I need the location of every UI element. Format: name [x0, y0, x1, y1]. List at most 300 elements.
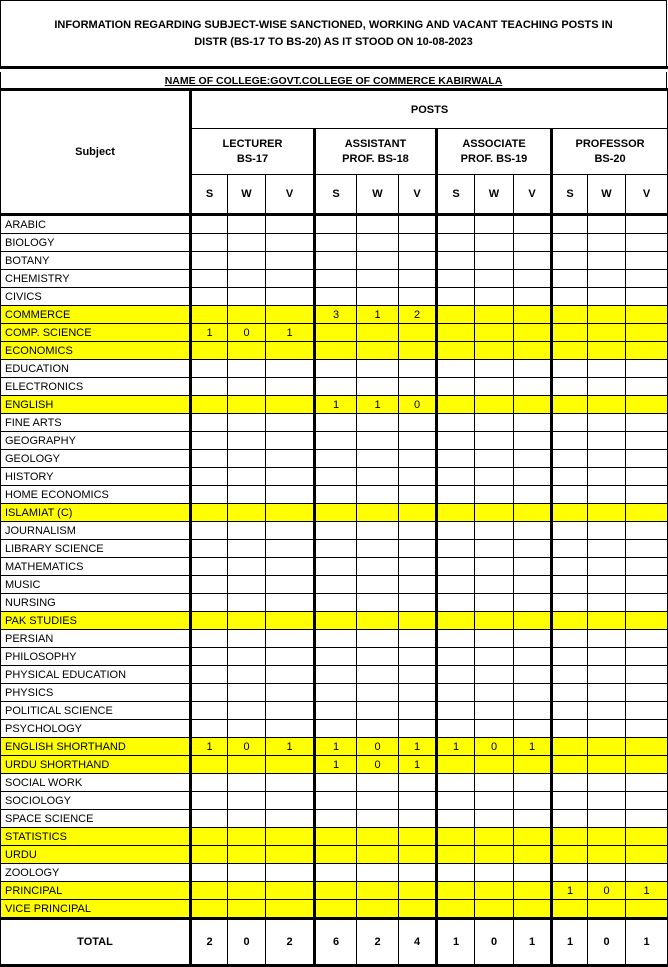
total-cell: 6 [315, 919, 357, 966]
value-cell: 0 [588, 882, 626, 900]
value-cell [514, 450, 552, 468]
subject-cell: COMP. SCIENCE [1, 324, 191, 342]
value-cell [266, 360, 315, 378]
value-cell [588, 504, 626, 522]
value-cell [588, 378, 626, 396]
value-cell [399, 270, 437, 288]
value-cell [514, 666, 552, 684]
group-header-line1: ASSISTANT [344, 137, 407, 150]
value-cell [228, 864, 266, 882]
value-cell [315, 504, 357, 522]
value-cell [475, 648, 514, 666]
value-cell [437, 792, 475, 810]
value-cell [437, 270, 475, 288]
sub-header: V [266, 175, 315, 215]
value-cell [399, 288, 437, 306]
value-cell [228, 486, 266, 504]
value-cell [514, 702, 552, 720]
value-cell [357, 234, 399, 252]
value-cell [315, 702, 357, 720]
subject-cell: COMMERCE [1, 306, 191, 324]
value-cell [357, 576, 399, 594]
value-cell [514, 288, 552, 306]
value-cell: 0 [399, 396, 437, 414]
total-cell: 2 [266, 919, 315, 966]
value-cell [588, 684, 626, 702]
value-cell: 1 [357, 306, 399, 324]
value-cell [626, 540, 668, 558]
value-cell [437, 684, 475, 702]
value-cell [357, 468, 399, 486]
value-cell [315, 252, 357, 270]
value-cell [399, 414, 437, 432]
value-cell [266, 756, 315, 774]
value-cell [228, 792, 266, 810]
value-cell [191, 648, 228, 666]
value-cell: 1 [191, 324, 228, 342]
value-cell [626, 684, 668, 702]
value-cell [552, 720, 588, 738]
subject-cell: PHYSICAL EDUCATION [1, 666, 191, 684]
value-cell [228, 648, 266, 666]
value-cell [357, 324, 399, 342]
value-cell [514, 486, 552, 504]
value-cell [437, 882, 475, 900]
value-cell [357, 702, 399, 720]
value-cell [588, 900, 626, 919]
value-cell [626, 720, 668, 738]
value-cell [315, 576, 357, 594]
table-row [1, 558, 668, 576]
value-cell [475, 810, 514, 828]
value-cell [552, 828, 588, 846]
value-cell [399, 612, 437, 630]
value-cell [228, 288, 266, 306]
value-cell [399, 360, 437, 378]
value-cell [475, 234, 514, 252]
value-cell [475, 432, 514, 450]
value-cell [228, 576, 266, 594]
value-cell [191, 612, 228, 630]
value-cell [228, 450, 266, 468]
table-row [1, 756, 668, 774]
table-row [1, 486, 668, 504]
value-cell [626, 666, 668, 684]
subject-cell: MATHEMATICS [1, 558, 191, 576]
value-cell [626, 215, 668, 234]
value-cell [552, 486, 588, 504]
value-cell [266, 306, 315, 324]
subject-cell: BIOLOGY [1, 234, 191, 252]
value-cell [514, 306, 552, 324]
value-cell [514, 522, 552, 540]
value-cell [552, 810, 588, 828]
value-cell [437, 720, 475, 738]
table-row [1, 702, 668, 720]
value-cell [475, 342, 514, 360]
value-cell [315, 846, 357, 864]
value-cell [191, 270, 228, 288]
value-cell [552, 774, 588, 792]
value-cell [514, 234, 552, 252]
value-cell [357, 684, 399, 702]
value-cell [514, 864, 552, 882]
value-cell [399, 882, 437, 900]
value-cell [626, 702, 668, 720]
value-cell [552, 846, 588, 864]
value-cell [514, 774, 552, 792]
value-cell [399, 846, 437, 864]
value-cell [514, 828, 552, 846]
value-cell [357, 720, 399, 738]
value-cell [588, 234, 626, 252]
value-cell [228, 306, 266, 324]
total-row [1, 919, 668, 966]
value-cell [315, 882, 357, 900]
total-cell: 1 [626, 919, 668, 966]
table-row [1, 738, 668, 756]
value-cell: 2 [399, 306, 437, 324]
value-cell [514, 846, 552, 864]
value-cell [437, 450, 475, 468]
value-cell [552, 558, 588, 576]
value-cell [191, 684, 228, 702]
value-cell [626, 738, 668, 756]
value-cell [437, 756, 475, 774]
value-cell [228, 252, 266, 270]
value-cell [626, 846, 668, 864]
value-cell [191, 342, 228, 360]
value-cell [191, 252, 228, 270]
subject-cell: ECONOMICS [1, 342, 191, 360]
value-cell [266, 252, 315, 270]
group-header-line2: PROF. BS-18 [342, 152, 409, 165]
value-cell [357, 666, 399, 684]
value-cell [475, 540, 514, 558]
value-cell [191, 288, 228, 306]
sub-header: S [191, 175, 228, 215]
value-cell [399, 720, 437, 738]
value-cell [588, 828, 626, 846]
table-row [1, 504, 668, 522]
value-cell [228, 558, 266, 576]
value-cell [266, 504, 315, 522]
value-cell [552, 702, 588, 720]
value-cell [514, 630, 552, 648]
value-cell [266, 540, 315, 558]
value-cell [228, 882, 266, 900]
value-cell [552, 612, 588, 630]
value-cell [228, 432, 266, 450]
value-cell [475, 522, 514, 540]
table-row [1, 306, 668, 324]
value-cell [437, 432, 475, 450]
value-cell [475, 414, 514, 432]
value-cell [588, 756, 626, 774]
value-cell [191, 234, 228, 252]
value-cell [357, 900, 399, 919]
value-cell [399, 810, 437, 828]
value-cell [191, 792, 228, 810]
group-header [552, 129, 668, 175]
value-cell [552, 738, 588, 756]
value-cell [588, 486, 626, 504]
posts-table [0, 90, 668, 967]
value-cell [228, 828, 266, 846]
subject-cell: MUSIC [1, 576, 191, 594]
table-row [1, 792, 668, 810]
value-cell [191, 414, 228, 432]
value-cell [191, 486, 228, 504]
value-cell [399, 342, 437, 360]
value-cell [588, 306, 626, 324]
sub-header: S [552, 175, 588, 215]
value-cell [315, 342, 357, 360]
value-cell [266, 270, 315, 288]
value-cell [552, 270, 588, 288]
sub-header: W [357, 175, 399, 215]
value-cell [514, 684, 552, 702]
subject-cell: POLITICAL SCIENCE [1, 702, 191, 720]
value-cell [399, 324, 437, 342]
value-cell [315, 828, 357, 846]
table-row [1, 360, 668, 378]
value-cell [588, 738, 626, 756]
value-cell [552, 414, 588, 432]
value-cell [475, 324, 514, 342]
value-cell [399, 432, 437, 450]
value-cell [315, 324, 357, 342]
value-cell [357, 450, 399, 468]
value-cell [475, 594, 514, 612]
table-row [1, 324, 668, 342]
value-cell [357, 378, 399, 396]
value-cell [266, 522, 315, 540]
value-cell [552, 396, 588, 414]
value-cell [626, 774, 668, 792]
value-cell [514, 594, 552, 612]
value-cell [475, 846, 514, 864]
value-cell [475, 756, 514, 774]
value-cell [514, 414, 552, 432]
value-cell [315, 432, 357, 450]
value-cell [437, 360, 475, 378]
value-cell [191, 576, 228, 594]
value-cell [514, 576, 552, 594]
value-cell [552, 540, 588, 558]
value-cell [399, 630, 437, 648]
value-cell [588, 720, 626, 738]
value-cell [626, 360, 668, 378]
value-cell [588, 648, 626, 666]
value-cell [315, 792, 357, 810]
value-cell [437, 576, 475, 594]
value-cell [475, 702, 514, 720]
value-cell [588, 450, 626, 468]
table-row [1, 450, 668, 468]
value-cell: 1 [266, 738, 315, 756]
value-cell [399, 576, 437, 594]
value-cell [626, 864, 668, 882]
sub-header: W [588, 175, 626, 215]
value-cell [357, 630, 399, 648]
table-row [1, 522, 668, 540]
value-cell [191, 306, 228, 324]
value-cell [315, 468, 357, 486]
table-row [1, 378, 668, 396]
value-cell [399, 486, 437, 504]
value-cell [266, 468, 315, 486]
value-cell [357, 648, 399, 666]
value-cell [475, 612, 514, 630]
value-cell [588, 468, 626, 486]
value-cell [315, 414, 357, 432]
group-header [191, 129, 315, 175]
value-cell [552, 324, 588, 342]
table-row [1, 288, 668, 306]
value-cell [475, 288, 514, 306]
divider-gap [0, 69, 668, 70]
value-cell [552, 594, 588, 612]
value-cell [315, 378, 357, 396]
value-cell: 3 [315, 306, 357, 324]
value-cell [475, 900, 514, 919]
value-cell [228, 270, 266, 288]
subject-cell: NURSING [1, 594, 191, 612]
value-cell [437, 342, 475, 360]
value-cell [191, 360, 228, 378]
value-cell [228, 504, 266, 522]
value-cell [475, 720, 514, 738]
value-cell: 1 [191, 738, 228, 756]
value-cell [315, 900, 357, 919]
value-cell [437, 414, 475, 432]
value-cell [514, 324, 552, 342]
value-cell [626, 324, 668, 342]
table-row [1, 396, 668, 414]
subject-cell: ZOOLOGY [1, 864, 191, 882]
table-row [1, 882, 668, 900]
value-cell [191, 468, 228, 486]
value-cell [626, 396, 668, 414]
value-cell [588, 792, 626, 810]
value-cell [228, 720, 266, 738]
value-cell [552, 234, 588, 252]
value-cell [228, 522, 266, 540]
table-row [1, 774, 668, 792]
value-cell [357, 342, 399, 360]
value-cell [626, 450, 668, 468]
value-cell: 1 [266, 324, 315, 342]
subject-cell: CHEMISTRY [1, 270, 191, 288]
value-cell [514, 270, 552, 288]
value-cell [266, 612, 315, 630]
table-row [1, 414, 668, 432]
posts-header: POSTS [191, 91, 668, 129]
sub-header: W [228, 175, 266, 215]
value-cell [399, 378, 437, 396]
value-cell [399, 864, 437, 882]
subject-cell: ELECTRONICS [1, 378, 191, 396]
table-row [1, 540, 668, 558]
value-cell [626, 576, 668, 594]
value-cell [626, 594, 668, 612]
value-cell [514, 432, 552, 450]
value-cell [588, 432, 626, 450]
value-cell [437, 846, 475, 864]
table-row [1, 432, 668, 450]
value-cell [399, 234, 437, 252]
value-cell [191, 828, 228, 846]
value-cell [626, 810, 668, 828]
value-cell [357, 540, 399, 558]
value-cell [475, 864, 514, 882]
value-cell [626, 612, 668, 630]
value-cell [552, 468, 588, 486]
value-cell [357, 864, 399, 882]
table-row [1, 684, 668, 702]
value-cell [514, 396, 552, 414]
value-cell [588, 522, 626, 540]
value-cell [266, 702, 315, 720]
total-cell: 2 [191, 919, 228, 966]
value-cell [357, 288, 399, 306]
subject-cell: PRINCIPAL [1, 882, 191, 900]
subject-cell: SPACE SCIENCE [1, 810, 191, 828]
value-cell [514, 360, 552, 378]
value-cell [399, 666, 437, 684]
value-cell [191, 215, 228, 234]
value-cell [475, 558, 514, 576]
value-cell [399, 450, 437, 468]
value-cell [191, 630, 228, 648]
value-cell [315, 810, 357, 828]
value-cell [552, 342, 588, 360]
value-cell [437, 522, 475, 540]
value-cell [475, 270, 514, 288]
value-cell [588, 558, 626, 576]
value-cell [315, 864, 357, 882]
value-cell [315, 522, 357, 540]
sub-header: W [475, 175, 514, 215]
value-cell [228, 414, 266, 432]
value-cell [626, 828, 668, 846]
value-cell [626, 288, 668, 306]
value-cell [191, 378, 228, 396]
value-cell [399, 468, 437, 486]
value-cell [437, 900, 475, 919]
value-cell [514, 378, 552, 396]
value-cell [191, 396, 228, 414]
value-cell [588, 396, 626, 414]
value-cell [437, 486, 475, 504]
group-header [315, 129, 437, 175]
value-cell [626, 432, 668, 450]
value-cell [552, 504, 588, 522]
value-cell [399, 215, 437, 234]
value-cell [552, 306, 588, 324]
value-cell [315, 270, 357, 288]
table-row [1, 810, 668, 828]
subject-cell: GEOLOGY [1, 450, 191, 468]
value-cell [475, 576, 514, 594]
value-cell [626, 504, 668, 522]
value-cell [315, 630, 357, 648]
value-cell [266, 576, 315, 594]
value-cell [475, 684, 514, 702]
value-cell [228, 684, 266, 702]
value-cell [191, 846, 228, 864]
